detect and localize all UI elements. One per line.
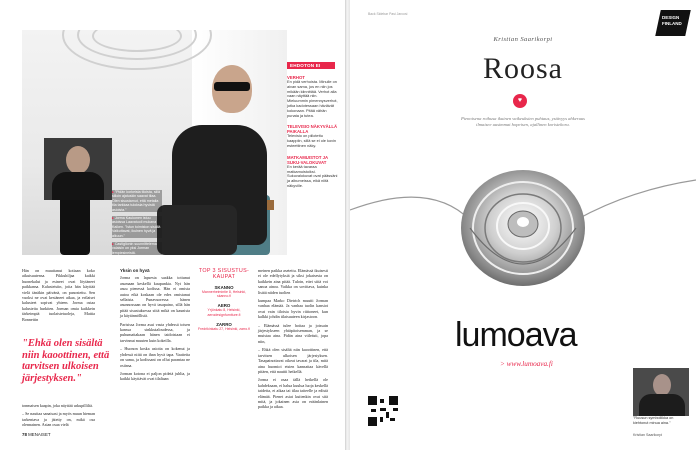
page-header: Back Sidebar Pasi Jarcosi (368, 12, 408, 16)
ehdoton-ei-sidebar (287, 62, 339, 189)
paragraph: Parisissa Jorma asui vasta yhdessä toisen kanssa sinkkutaloudessa, ja puhumattakaan hänen taidoistaan ei tarvinnut muuten kuin kokeilla. (120, 321, 190, 343)
shop-desc: Yrjönkatu 8, Helsinki, aerodesignfurniture.fi (207, 308, 241, 317)
caption: ▸ "Pidän korkeista tiloista, sillä silloin ajatuskin saavat tilaa. Olen sisustamut, että metalla tila tarkkaa tuloksia hyvistä asioista." (112, 190, 161, 212)
designer-name: Kristian Saarikorpi (493, 36, 553, 43)
inset-head (66, 146, 90, 174)
page-number: 78 (22, 432, 27, 437)
body-column-1 (22, 268, 95, 325)
magazine-name: MENAISET (28, 432, 51, 437)
portrait-body (639, 394, 685, 416)
sidebar-text: Televisio on piilotettu kaappiin, sillä se ei ole kovin esteettinen näky. (287, 133, 337, 148)
shop-name: AERO (217, 303, 231, 309)
shop-desc: Fredrikinkatu 27, Helsinki, zarro.fi (198, 326, 250, 331)
paragraph: – Elämässä tulee hoitaa ja joissain järjestykseen yhtäpitoisemman, ja se muistaa aina. Pidän aina viileästi, jopa niin, (258, 322, 328, 344)
brand-logo: lumoava (455, 316, 577, 354)
portrait-name: Kristian Saarikorpi (633, 433, 663, 437)
sidebar-text: En kerää tavaraa matkamuistoiksi. Sukuvalokuvat ovat päässäni ja albumeissa, eikä niitä näkyville. (287, 163, 338, 188)
man-legs (157, 205, 237, 255)
sidebar-text: En pidä verhoista. Minulle on aivan sama, jos en niin jos mikään kiinnittää. Verhot alla vaan näyttää niin. Mieluummin pimennysverhot, jotka kadotessaan häviävät kokonaan. Pitää vähän punata ja tutea. (287, 79, 338, 118)
paragraph: – Huonon koska asioita on kokenut ja yhdessä niitä on ihan hyvä tapa. Vaatteita on sama, ja kodissani on ollut parantaa ne osiinsa. (120, 346, 190, 368)
interior-photo (22, 30, 287, 255)
paragraph: Jorma on lapsesta saakka tottunut asumaan keskellä kaupunkia. Nyt hän asuu pienessä kodissa. Hän ei omista autoa eikä koskaan ole edes omistanut sellaista. Punavuoressa hänen asunnossaan on hyvä tasapaino, sillä hän pitää sisustuksessa siitä mikä on kaunista ja käytännöllistä. (120, 275, 190, 319)
sidebar-heading: VERHOT (287, 75, 305, 80)
paragraph: – Se nauttaa sanaisasi ja myös muun hieman tarkentava ja jätetty on, mikä osa olennainen. Asian osaa vielä (22, 411, 95, 428)
design-finland-badge (658, 10, 692, 36)
qr-code (368, 396, 398, 426)
portrait-quote: "Ruusun symboliikka on kiehtonut minua aina." (633, 416, 674, 425)
paragraph: – Ehkä olen sisältä niin kaoottinen, että tarvitsen ulkoisen järjestyksen. Tasapainottavat oikeat tavarat ja tila, mitä aina huomioi etsien kannattaa kävellä pitäen, että nauttii hetkellä. (258, 347, 328, 374)
brand-url-link[interactable]: > www.lumoava.fi (500, 360, 553, 368)
inset-portrait (44, 138, 112, 200)
product-title: Roosa (483, 52, 563, 85)
heart-icon: ♥ (513, 94, 527, 108)
paragraph: meinen paikka asetettu. Elämässä ikuisesti ei ole edellytyksiä ja siksi jokaisesta on kaikkein aina pitää. Tuloin, ettei siitä voi sanoa ainoa. Vaikka on sovittava, kuinka lisätä niiden tuolien (258, 268, 328, 295)
top3-shops-box (197, 268, 251, 331)
paragraph: Jorma ei osaa tällä hetkellä ole kahdeksaan, ei halua kuulua luoja keskellä taidetta, ei aikaa tai tilaa taiteelle ja edistä elämää. Pienet asiat kuitenkin ovat sitä mitä, ja jokainen asia on eräänlainen paikka ja aikaa. (258, 377, 328, 410)
photo-captions (112, 190, 162, 255)
paragraph: Jorman kotona ei paljon pidetä juhlia, ja kaikki käyttävät ovat tilaltaan (120, 370, 190, 382)
body-column-4 (258, 268, 328, 413)
body-column-2 (120, 268, 190, 385)
badge-text: DESIGN FINLAND (662, 15, 682, 26)
shop-name: ZARRO (216, 321, 232, 327)
right-page (350, 0, 696, 450)
shop-desc: Mannerheimintie 8, Helsinki, skanno.fi (202, 290, 246, 299)
sidebar-heading: MATKAMUISTOT JA SUKU-VALOKUVAT (287, 154, 328, 165)
sidebar-item (287, 124, 339, 148)
caption: ▸ Castiglionin suunnittelema valaisin on yksi Jorman lempiesineistä. (112, 242, 162, 255)
sidebar-tag: EHDOTON EI (287, 62, 335, 69)
sidebar-heading: TELEVISIO NÄKYVÄLLÄ PAIKALLA (287, 124, 338, 135)
body-column-1b (22, 403, 95, 431)
shop-name: SKANNO (214, 285, 234, 290)
rose-necklace-image (350, 150, 696, 310)
caption: ▸ Jorma Kaukonen istuu asioissa Laavatuoli mukana Kaiken. "Istun toimiston sisällä Vaikuttavat, ikuinen hyvä ja alkuun." (112, 216, 161, 238)
sidebar-item (287, 155, 339, 189)
designer-portrait (633, 368, 689, 416)
man-glasses (214, 82, 250, 91)
paragraph: kumpaa Marko Dietrich muutti Jorman vanhaa elämää. Ja vanhaa tuolin kansiot ovat vain tiloista hyvin riittoneet, kun kalkki johdin tilaisuuteen kirjastoon. (258, 298, 328, 320)
top3-title: TOP 3 SISUSTUS-KAUPAT (198, 268, 250, 280)
paragraph: Hän on muuttanut kotiaan koko aikuisuutensa. Pikkuhiljaa kaikki huonekalut ja esineet ovat löytäneet paikkansa. Kalusteisiin, joita hän käyttää vielä tänäkin päivänä, on panostettu. Sen vuoksi ne ovat kestäneet aikaa, ja erilaiset kalusteet sopivat yhteen. Jorma ostaa kalusteita harkiten. Jorman omia kaikkein tärkeimpiä tuolaistetuoleja, Mattia Bonnettin (22, 268, 95, 322)
folio (22, 432, 51, 437)
paragraph: tonmaisen kaapin, joka näyttää urkupilliltä. (22, 403, 93, 408)
pull-quote: "Ehkä olen sisältä niin kaoottinen, että tarvitsen ulkoisen järjestyksen." (22, 338, 110, 384)
portrait-head (653, 374, 671, 396)
left-page (0, 0, 345, 450)
product-description: Pienoisena roihusa ikuinen vaikeuksien puhtaus, ystävyys ahkeruus ilmaisee uusimmat hopeisen, ajallinen koristekoru. (461, 116, 585, 128)
section-heading: Yksin on hyvä (120, 268, 150, 273)
sidebar-item (287, 75, 339, 118)
inset-body (52, 172, 104, 200)
